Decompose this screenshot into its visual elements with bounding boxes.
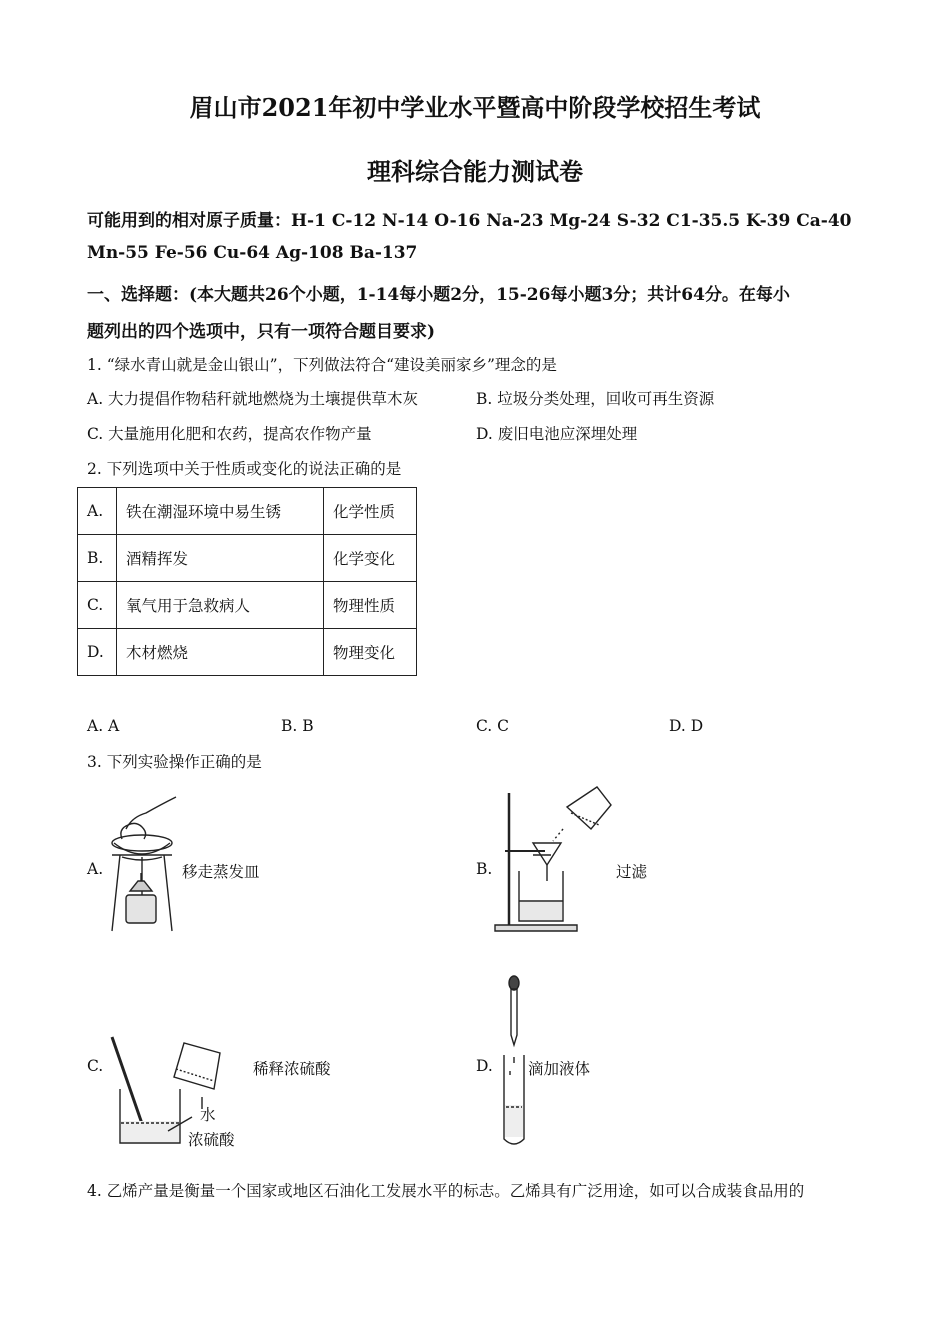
- q1-option-d: D. 废旧电池应深埋处理: [476, 425, 638, 443]
- row-option: A.: [78, 488, 117, 535]
- q2-table: [77, 487, 417, 676]
- row-option: C.: [78, 582, 117, 629]
- q1-stem: 1. “绿水青山就是金山银山”，下列做法符合“建设美丽家乡”理念的是: [87, 356, 557, 374]
- table-row: [78, 629, 417, 676]
- atomic-masses-line1: 可能用到的相对原子质量：H-1 C-12 N-14 O-16 Na-23 Mg-24 S-32 C1-35.5 K-39 Ca-40: [87, 211, 852, 231]
- row-description: 酒精挥发: [117, 535, 324, 582]
- q2-choice-c: C. C: [476, 717, 510, 735]
- q2-choice-d: D. D: [669, 717, 704, 735]
- q3-option-a-letter: A.: [87, 860, 104, 878]
- q2-choice-a: A. A: [87, 717, 120, 735]
- section-heading-line2: 题列出的四个选项中，只有一项符合题目要求): [87, 322, 436, 342]
- q3-option-c-caption: 稀释浓硫酸: [253, 1060, 331, 1078]
- q3-option-a-caption: 移走蒸发皿: [182, 863, 260, 881]
- q2-choice-b: B. B: [281, 717, 314, 735]
- row-classification: 化学变化: [324, 535, 417, 582]
- q3-option-b-caption: 过滤: [616, 863, 648, 881]
- q2-stem: 2. 下列选项中关于性质或变化的说法正确的是: [87, 460, 402, 478]
- q4-stem: 4. 乙烯产量是衡量一个国家或地区石油化工发展水平的标志。乙烯具有广泛用途，如可以合成装食品用的: [87, 1182, 805, 1200]
- exam-subtitle: 理科综合能力测试卷: [367, 157, 583, 186]
- table-row: [78, 535, 417, 582]
- row-option: D.: [78, 629, 117, 676]
- q3-option-c-water-label: 水: [200, 1106, 216, 1124]
- row-classification: 物理性质: [324, 582, 417, 629]
- filtration-illustration: [495, 785, 615, 935]
- dropper-illustration: [500, 975, 530, 1150]
- row-option: B.: [78, 535, 117, 582]
- section-heading-line1: 一、选择题：(本大题共26个小题，1-14每小题2分，15-26每小题3分；共计64分。在每小: [87, 285, 790, 305]
- atomic-masses-line2: Mn-55 Fe-56 Cu-64 Ag-108 Ba-137: [87, 243, 418, 263]
- q3-option-c-letter: C.: [87, 1057, 104, 1075]
- table-row: [78, 488, 417, 535]
- evaporating-dish-illustration: [104, 795, 180, 937]
- q3-stem: 3. 下列实验操作正确的是: [87, 753, 262, 771]
- q3-option-d-letter: D.: [476, 1057, 493, 1075]
- row-description: 木材燃烧: [117, 629, 324, 676]
- q1-option-c: C. 大量施用化肥和农药，提高农作物产量: [87, 425, 372, 443]
- row-classification: 化学性质: [324, 488, 417, 535]
- q3-option-b-letter: B.: [476, 860, 493, 878]
- q3-option-d-caption: 滴加液体: [528, 1060, 591, 1078]
- row-description: 铁在潮湿环境中易生锈: [117, 488, 324, 535]
- row-classification: 物理变化: [324, 629, 417, 676]
- exam-title: 眉山市2021年初中学业水平暨高中阶段学校招生考试: [189, 93, 761, 122]
- q3-option-c-acid-label: 浓硫酸: [188, 1131, 235, 1149]
- q1-option-b: B. 垃圾分类处理，回收可再生资源: [476, 390, 715, 408]
- q1-option-a: A. 大力提倡作物秸秆就地燃烧为土壤提供草木灰: [87, 390, 419, 408]
- table-row: [78, 582, 417, 629]
- row-description: 氧气用于急救病人: [117, 582, 324, 629]
